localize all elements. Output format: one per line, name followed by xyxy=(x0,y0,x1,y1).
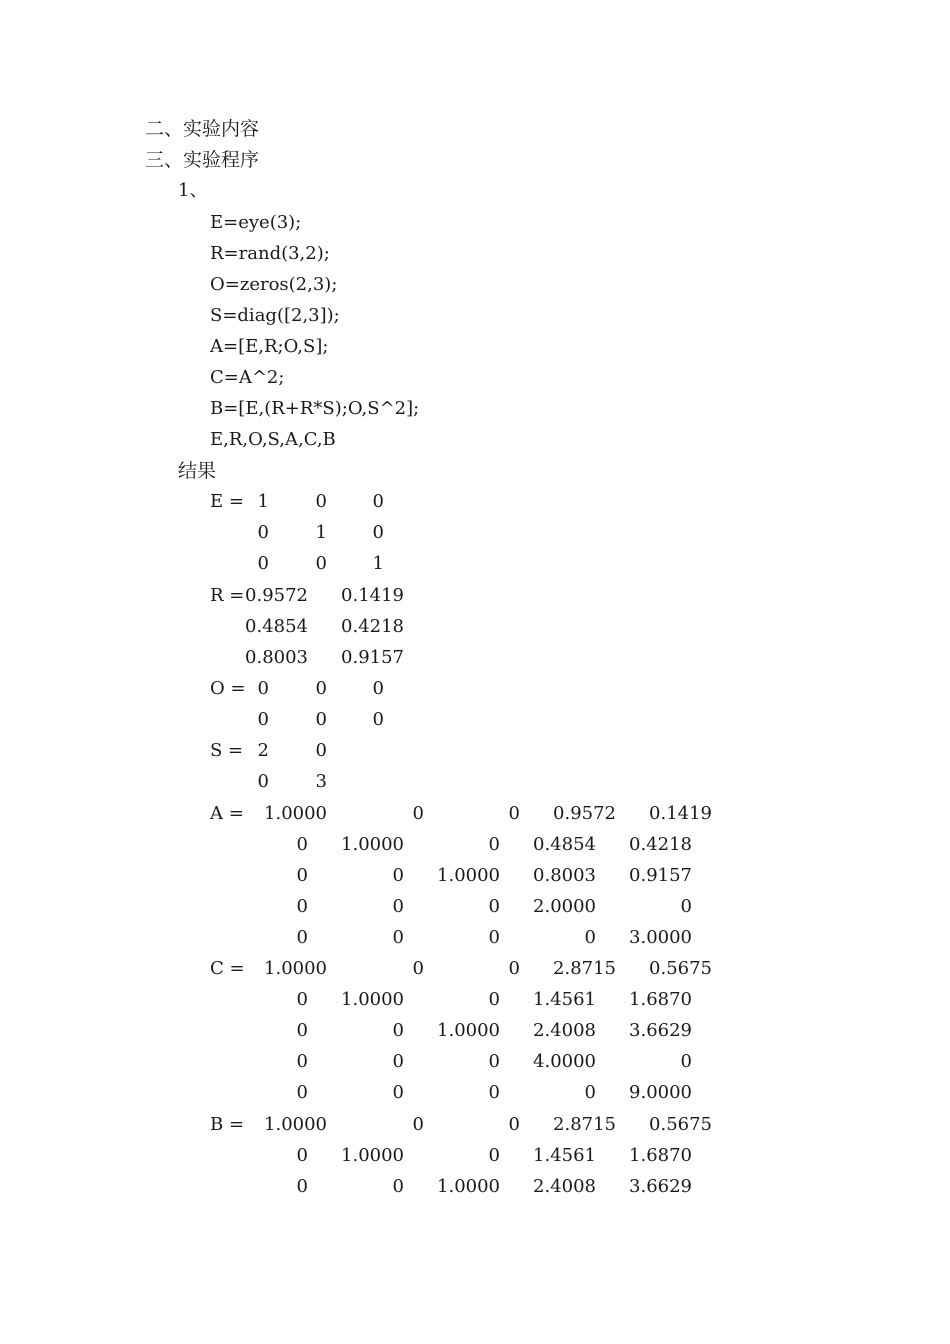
matrix-cell: 3.6629 xyxy=(629,1020,692,1041)
matrix-cell: 0.4854 xyxy=(245,616,308,637)
matrix-cell: 1 xyxy=(315,522,327,543)
matrix-cell: 0.5675 xyxy=(649,958,712,979)
matrix-cell: 0.1419 xyxy=(649,803,712,824)
matrix-cell: 1.0000 xyxy=(437,865,500,886)
matrix-cell: 1.6870 xyxy=(629,989,692,1010)
matrix-cell: 0.8003 xyxy=(533,865,596,886)
matrix-cell: 0 xyxy=(488,1051,500,1072)
matrix-cell: 0 xyxy=(315,740,327,761)
matrix-cell: 0.4218 xyxy=(341,616,404,637)
matrix-cell: 0 xyxy=(488,896,500,917)
matrix-cell: 0.5675 xyxy=(649,1114,712,1135)
section-heading-experiment-program: 三、实验程序 xyxy=(145,149,260,171)
matrix-cell: 0 xyxy=(680,896,692,917)
matrix-cell: 1.4561 xyxy=(533,1145,596,1166)
matrix-cell: 1.0000 xyxy=(341,834,404,855)
code-line: R=rand(3,2); xyxy=(210,243,330,264)
matrix-cell: 9.0000 xyxy=(629,1082,692,1103)
matrix-cell: 0 xyxy=(392,1082,404,1103)
matrix-cell: 0 xyxy=(392,1020,404,1041)
matrix-cell: 2.8715 xyxy=(553,1114,616,1135)
matrix-cell: 1 xyxy=(257,491,269,512)
matrix-cell: 0 xyxy=(392,927,404,948)
matrix-cell: 0.9572 xyxy=(553,803,616,824)
matrix-cell: 0 xyxy=(392,1051,404,1072)
matrix-cell: 1.0000 xyxy=(264,958,327,979)
matrix-cell: 0 xyxy=(372,709,384,730)
section-heading-experiment-content: 二、实验内容 xyxy=(145,118,260,140)
code-line: C=A^2; xyxy=(210,367,285,388)
matrix-cell: 1.0000 xyxy=(437,1176,500,1197)
matrix-label: S = xyxy=(210,740,244,761)
matrix-cell: 0 xyxy=(392,1176,404,1197)
matrix-cell: 0 xyxy=(508,958,520,979)
code-line: E,R,O,S,A,C,B xyxy=(210,429,336,450)
matrix-cell: 0.9157 xyxy=(341,647,404,668)
matrix-cell: 0 xyxy=(257,553,269,574)
matrix-cell: 0 xyxy=(392,896,404,917)
matrix-cell: 0 xyxy=(296,989,308,1010)
code-line: S=diag([2,3]); xyxy=(210,305,340,326)
matrix-cell: 1.0000 xyxy=(341,1145,404,1166)
matrix-cell: 1 xyxy=(372,553,384,574)
matrix-cell: 0.4854 xyxy=(533,834,596,855)
matrix-cell: 0 xyxy=(488,927,500,948)
matrix-cell: 0 xyxy=(412,1114,424,1135)
matrix-cell: 0 xyxy=(296,1051,308,1072)
result-heading: 结果 xyxy=(178,460,217,482)
matrix-cell: 0 xyxy=(257,678,269,699)
matrix-cell: 0 xyxy=(315,678,327,699)
matrix-cell: 0 xyxy=(584,1082,596,1103)
matrix-label: O = xyxy=(210,678,246,699)
matrix-cell: 2.0000 xyxy=(533,896,596,917)
matrix-label: C = xyxy=(210,958,245,979)
code-line: A=[E,R;O,S]; xyxy=(210,336,329,357)
matrix-cell: 0 xyxy=(257,709,269,730)
matrix-cell: 0 xyxy=(392,865,404,886)
matrix-cell: 2 xyxy=(257,740,269,761)
matrix-label: R = xyxy=(210,585,245,606)
matrix-label: B = xyxy=(210,1114,245,1135)
matrix-cell: 0 xyxy=(315,491,327,512)
matrix-cell: 0.9157 xyxy=(629,865,692,886)
matrix-cell: 4.0000 xyxy=(533,1051,596,1072)
matrix-cell: 0 xyxy=(315,709,327,730)
matrix-cell: 2.4008 xyxy=(533,1020,596,1041)
matrix-label: A = xyxy=(210,803,244,824)
matrix-cell: 0 xyxy=(257,771,269,792)
matrix-cell: 3 xyxy=(315,771,327,792)
matrix-cell: 2.4008 xyxy=(533,1176,596,1197)
matrix-cell: 0.9572 xyxy=(245,585,308,606)
matrix-label: E = xyxy=(210,491,244,512)
matrix-cell: 0 xyxy=(372,491,384,512)
matrix-cell: 1.0000 xyxy=(437,1020,500,1041)
matrix-cell: 0 xyxy=(296,1020,308,1041)
code-line: E=eye(3); xyxy=(210,212,302,233)
matrix-cell: 0 xyxy=(412,803,424,824)
matrix-cell: 1.6870 xyxy=(629,1145,692,1166)
matrix-cell: 0 xyxy=(257,522,269,543)
matrix-cell: 1.4561 xyxy=(533,989,596,1010)
matrix-cell: 1.0000 xyxy=(264,803,327,824)
matrix-cell: 0 xyxy=(296,1176,308,1197)
matrix-cell: 0 xyxy=(412,958,424,979)
matrix-cell: 0 xyxy=(680,1051,692,1072)
matrix-cell: 0 xyxy=(488,1082,500,1103)
matrix-cell: 0 xyxy=(372,678,384,699)
matrix-cell: 0 xyxy=(488,834,500,855)
matrix-cell: 0.8003 xyxy=(245,647,308,668)
matrix-cell: 3.6629 xyxy=(629,1176,692,1197)
code-line: B=[E,(R+R*S);O,S^2]; xyxy=(210,398,420,419)
matrix-cell: 0 xyxy=(296,834,308,855)
item-number-1: 1、 xyxy=(178,180,208,201)
code-line: O=zeros(2,3); xyxy=(210,274,338,295)
matrix-cell: 0 xyxy=(296,927,308,948)
matrix-cell: 0.1419 xyxy=(341,585,404,606)
matrix-cell: 1.0000 xyxy=(341,989,404,1010)
matrix-cell: 0 xyxy=(508,1114,520,1135)
matrix-cell: 0 xyxy=(296,1082,308,1103)
matrix-cell: 0 xyxy=(488,1145,500,1166)
matrix-cell: 0 xyxy=(372,522,384,543)
matrix-cell: 0 xyxy=(296,865,308,886)
matrix-cell: 1.0000 xyxy=(264,1114,327,1135)
matrix-cell: 0.4218 xyxy=(629,834,692,855)
matrix-cell: 3.0000 xyxy=(629,927,692,948)
matrix-cell: 0 xyxy=(488,989,500,1010)
matrix-cell: 0 xyxy=(315,553,327,574)
matrix-cell: 0 xyxy=(296,1145,308,1166)
matrix-cell: 0 xyxy=(584,927,596,948)
matrix-cell: 0 xyxy=(508,803,520,824)
matrix-cell: 2.8715 xyxy=(553,958,616,979)
matrix-cell: 0 xyxy=(296,896,308,917)
